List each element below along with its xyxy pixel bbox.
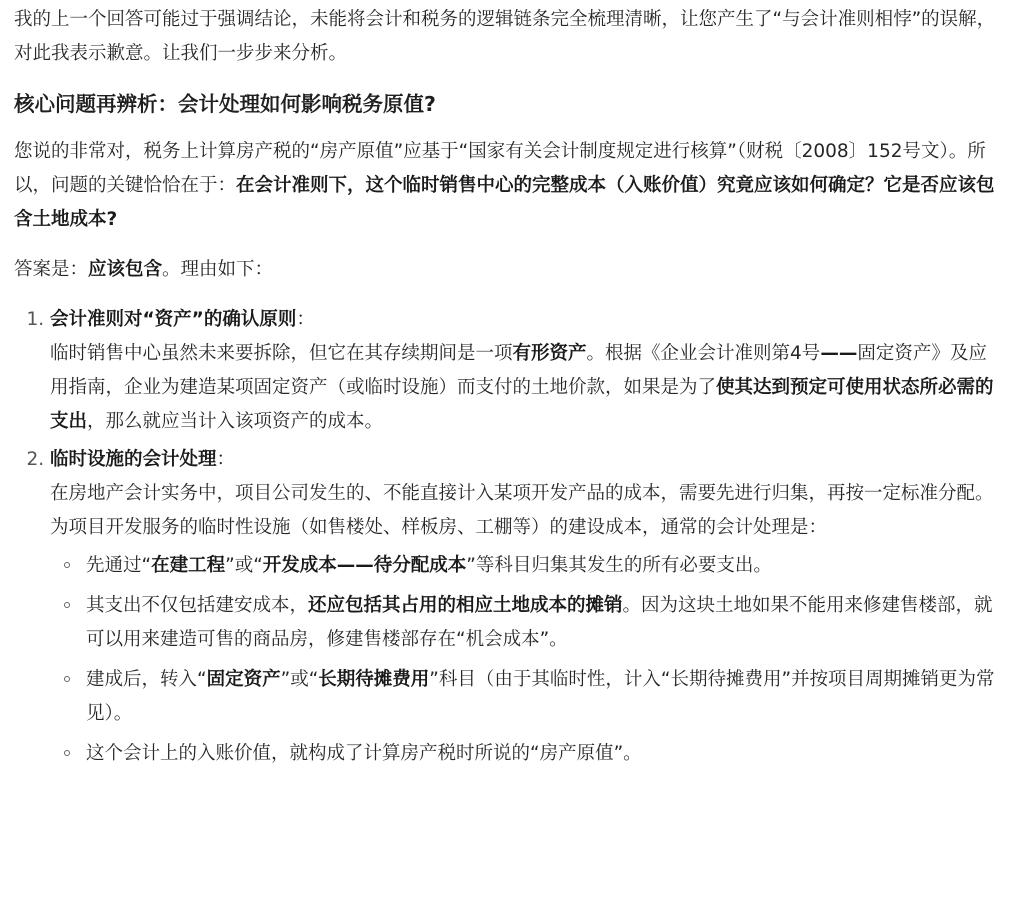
reason-body bbox=[50, 343, 994, 432]
reason-item-1 bbox=[50, 303, 1005, 439]
sub-bold: 在建工程 bbox=[151, 555, 226, 576]
reason-title-bold: 会计准则对“资产”的确认原则 bbox=[50, 309, 297, 330]
sub-text: 这个会计上的入账价值，就构成了计算房产税时所说的“房产原值”。 bbox=[86, 743, 642, 764]
sub-list-item bbox=[86, 549, 1005, 583]
reason-body-bold: 有形资产 bbox=[512, 343, 587, 364]
sub-text: ”或“ bbox=[280, 669, 319, 690]
circle-bullet-icon bbox=[64, 750, 70, 756]
reason-body-text: ，那么就应当计入该项资产的成本。 bbox=[87, 411, 384, 432]
sub-list-item bbox=[86, 663, 1005, 731]
intro-paragraph: 我的上一个回答可能过于强调结论，未能将会计和税务的逻辑链条完全梳理清晰，让您产生了“与会计准则相悖”的误解，对此我表示歉意。让我们一步步来分析。 bbox=[14, 9, 996, 64]
sub-text: 。因为这块土地如果不能用来修建售楼部，就可以用来建造可售的商品房，修建售楼部存在“机会成本”。 bbox=[86, 595, 993, 650]
sub-text: 建成后，转入“ bbox=[86, 669, 207, 690]
sub-list-item bbox=[86, 737, 1005, 771]
reason-title-bold: 临时设施的会计处理 bbox=[50, 449, 217, 470]
reason-title bbox=[50, 443, 1005, 477]
key-question-text: 您说的非常对，税务上计算房产税的“房产原值”应基于“国家有关会计制度规定进行核算”（财税〔2008〕152号文）。所以，问题的关键恰恰在于： bbox=[14, 141, 986, 196]
circle-bullet-icon bbox=[64, 676, 70, 682]
sub-text: 先通过“ bbox=[86, 555, 152, 576]
reason-body-text: 。根据《企业会计准则第4号 bbox=[586, 343, 821, 364]
sub-bold: 开发成本——待分配成本 bbox=[262, 555, 467, 576]
reason-body-bold: —— bbox=[820, 343, 858, 364]
sub-list-item bbox=[86, 589, 1005, 657]
answer-bold: 应该包含 bbox=[88, 259, 163, 280]
sub-bold: 还应包括其占用的相应土地成本的摊销 bbox=[308, 595, 623, 616]
circle-bullet-icon bbox=[64, 602, 70, 608]
sub-text: ”等科目归集其发生的所有必要支出。 bbox=[466, 555, 772, 576]
reasons-list bbox=[14, 303, 1005, 771]
sub-bold: 固定资产 bbox=[206, 669, 281, 690]
sub-text: ”科目（由于其临时性，计入“长期待摊费用”并按项目周期摊销更为常见）。 bbox=[86, 669, 995, 724]
sub-text: ”或“ bbox=[225, 555, 263, 576]
sub-text: 其支出不仅包括建安成本， bbox=[86, 595, 309, 616]
key-question-bold: 在会计准则下，这个临时销售中心的完整成本（入账价值）究竟应该如何确定？它是否应该包含土地成本? bbox=[14, 175, 995, 230]
sub-list bbox=[50, 549, 1005, 771]
section-heading: 核心问题再辨析：会计处理如何影响税务原值? bbox=[14, 92, 436, 116]
reason-title bbox=[50, 303, 1005, 337]
answer-prefix: 答案是： bbox=[14, 259, 89, 280]
reason-body: 在房地产会计实务中，项目公司发生的、不能直接计入某项开发产品的成本，需要先进行归集，再按一定标准分配。为项目开发服务的临时性设施（如售楼处、样板房、工棚等）的建设成本，通常的会计处理是： bbox=[50, 483, 994, 538]
key-question-paragraph bbox=[14, 135, 1005, 237]
answer-paragraph bbox=[14, 253, 1005, 287]
reason-body-text: 临时销售中心虽然未来要拆除，但它在其存续期间是一项 bbox=[50, 343, 513, 364]
answer-suffix: 。理由如下： bbox=[162, 259, 274, 280]
reason-body-bold: 使其达到预定可使用状态所必需的支出 bbox=[50, 377, 994, 432]
reason-body-text: 固定资产》及应用指南，企业为建造某项固定资产（或临时设施）而支付的土地价款，如果是为了 bbox=[50, 343, 987, 398]
sub-bold: 长期待摊费用 bbox=[318, 669, 430, 690]
reason-item-2 bbox=[50, 443, 1005, 771]
reason-title-colon: ： bbox=[296, 309, 315, 330]
circle-bullet-icon bbox=[64, 562, 70, 568]
reason-title-colon: ： bbox=[216, 449, 236, 470]
